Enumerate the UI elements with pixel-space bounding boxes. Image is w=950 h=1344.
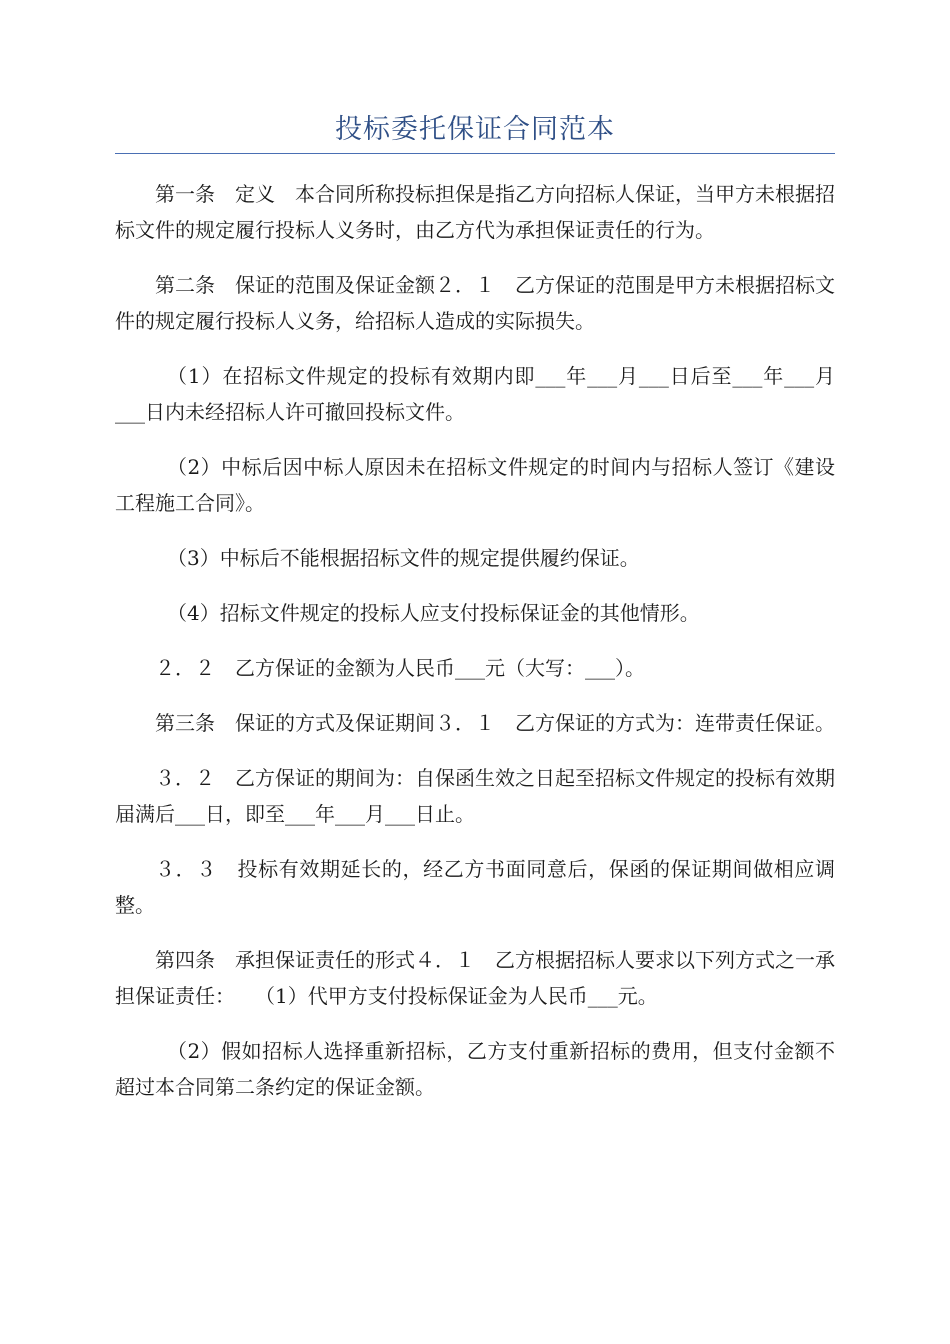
paragraph-3-2: ３．２ 乙方保证的期间为：自保函生效之日起至招标文件规定的投标有效期届满后___日，即至___年___月___日止。 bbox=[115, 766, 835, 826]
document-title: 投标委托保证合同范本 bbox=[335, 114, 615, 145]
paragraph-clause-2: （2）中标后因中标人原因未在招标文件规定的时间内与招标人签订《建设工程施工合同》。 bbox=[115, 455, 835, 515]
paragraph-clause-3: （3）中标后不能根据招标文件的规定提供履约保证。 bbox=[167, 546, 640, 570]
paragraph-article-4: 第四条 承担保证责任的形式４．１ 乙方根据招标人要求以下列方式之一承担保证责任： （1）代甲方支付投标保证金为人民币___元。 bbox=[115, 948, 835, 1008]
paragraph-article-1: 第一条 定义 本合同所称投标担保是指乙方向招标人保证，当甲方未根据招标文件的规定履行投标人义务时，由乙方代为承担保证责任的行为。 bbox=[115, 182, 835, 242]
paragraph-clause-4: （4）招标文件规定的投标人应支付投标保证金的其他情形。 bbox=[167, 601, 700, 625]
paragraph-4-clause-2: （2）假如招标人选择重新招标，乙方支付重新招标的费用，但支付金额不超过本合同第二条约定的保证金额。 bbox=[115, 1039, 835, 1099]
title-underline bbox=[115, 153, 835, 154]
paragraph-2-2: ２．２ 乙方保证的金额为人民币___元（大写：___）。 bbox=[155, 656, 645, 680]
paragraph-article-2: 第二条 保证的范围及保证金额２．１ 乙方保证的范围是甲方未根据招标文件的规定履行投标人义务，给招标人造成的实际损失。 bbox=[115, 273, 835, 333]
paragraph-3-3: ３．３ 投标有效期延长的，经乙方书面同意后，保函的保证期间做相应调整。 bbox=[115, 857, 835, 917]
document-page bbox=[115, 108, 835, 1124]
paragraph-article-3: 第三条 保证的方式及保证期间３．１ 乙方保证的方式为：连带责任保证。 bbox=[155, 711, 835, 735]
paragraph-clause-1: （1）在招标文件规定的投标有效期内即___年___月___日后至___年___月___日内未经招标人许可撤回投标文件。 bbox=[115, 364, 835, 424]
